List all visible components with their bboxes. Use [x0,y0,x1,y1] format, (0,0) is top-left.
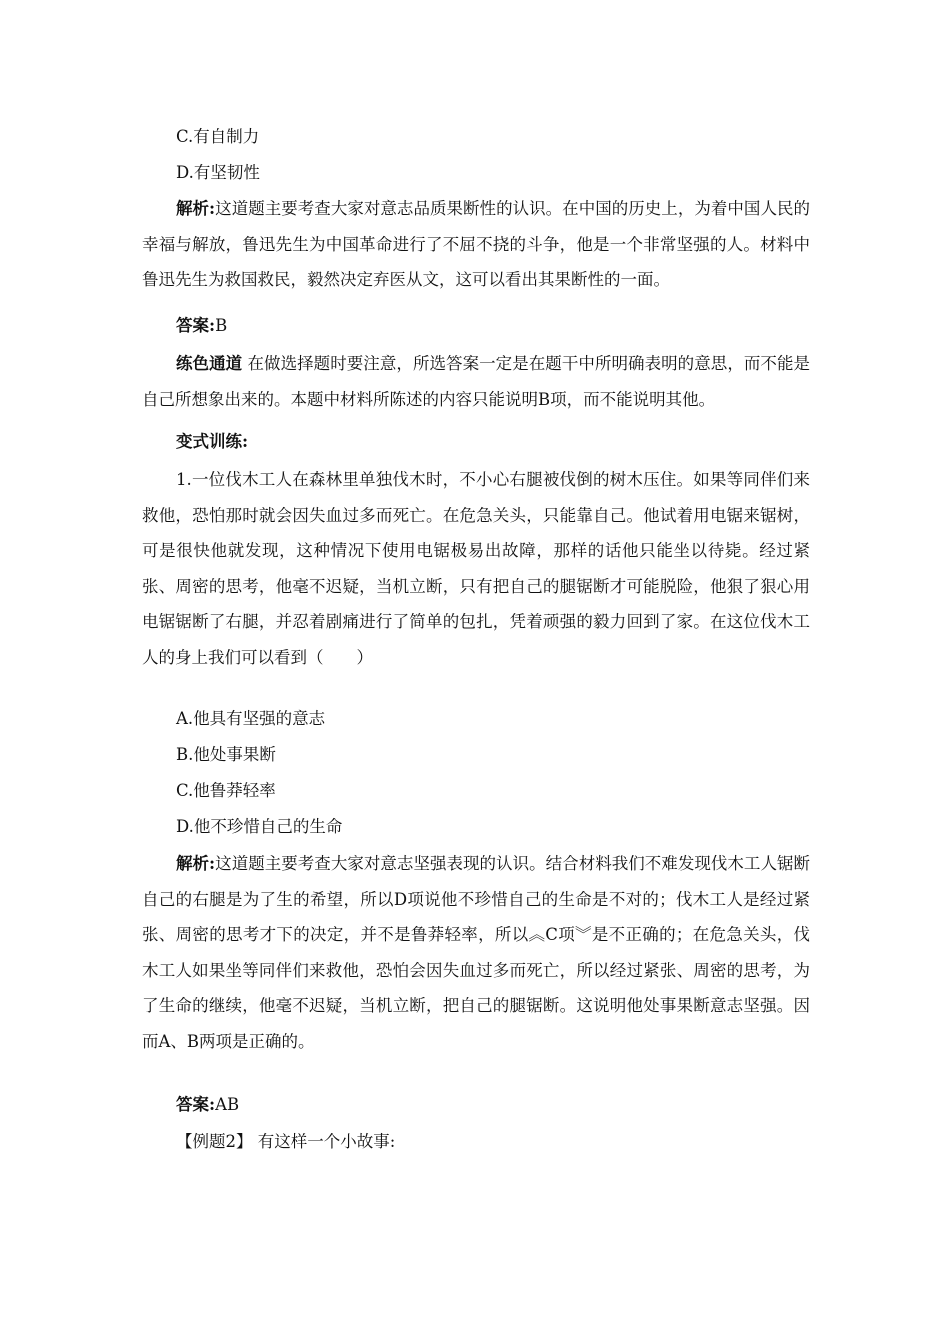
tip-label: 练色通道 [176,354,243,373]
analysis-2 [142,846,810,1059]
q2-stem: 1.一位伐木工人在森林里单独伐木时，不小心右腿被伐倒的树木压住。如果等同伴们来救他，恐怕那时就会因失血过多而死亡。在危急关头，只能靠自己。他试着用电锯来锯树，可是很快他就发现，这种情况下使用电锯极易出故障，那样的话他只能坐以待毙。经过紧张、周密的思考，他毫不迟疑，当机立断，只有把自己的腿锯断才可能脱险，他狠了狠心用电锯锯断了右腿，并忍着剧痛进行了简单的包扎，凭着顽强的毅力回到了家。在这位伐木工人的身上我们可以看到（ ） [142,470,810,667]
analysis-1-label: 解析: [176,199,216,218]
q2-option-b: B.他处事果断 [176,745,276,764]
q2-option-c: C.他鲁莽轻率 [176,781,276,800]
tip-text: 在做选择题时要注意，所选答案一定是在题干中所明确表明的意思，而不能是自己所想象出来的。本题中材料所陈述的内容只能说明B项，而不能说明其他。 [142,354,810,409]
tip-paragraph [142,346,810,417]
answer-2-label: 答案: [176,1095,216,1114]
answer-2 [142,1087,810,1123]
answer-1-label: 答案: [176,316,216,335]
q1-option-c: C.有自制力 [176,127,260,146]
variant-title: 变式训练: [176,432,249,451]
example-2-label: 【例题2】 [176,1132,253,1151]
analysis-2-text: 这道题主要考查大家对意志坚强表现的认识。结合材料我们不难发现伐木工人锯断自己的右腿是为了生的希望，所以D项说他不珍惜自己的生命是不对的；伐木工人是经过紧张、周密的思考才下的决定，并不是鲁莽轻率，所以︽C项︾是不正确的；在危急关头，伐木工人如果坐等同伴们来救他，恐怕会因失血过多而死亡，所以经过紧张、周密的思考，为了生命的继续，他毫不迟疑，当机立断，把自己的腿锯断。这说明他处事果断意志坚强。因而A、B两项是正确的。 [142,854,810,1051]
q1-option-d: D.有坚韧性 [176,163,260,182]
example-2 [142,1124,810,1160]
answer-1 [142,308,810,344]
q2-option-d: D.他不珍惜自己的生命 [176,817,343,836]
answer-2-text: AB [215,1095,240,1114]
answer-1-text: B [215,316,228,335]
example-2-text: 有这样一个小故事: [252,1132,396,1151]
analysis-1 [142,191,810,298]
analysis-2-label: 解析: [176,854,216,873]
q2-option-a: A.他具有坚强的意志 [176,709,326,728]
analysis-1-text: 这道题主要考查大家对意志品质果断性的认识。在中国的历史上，为着中国人民的幸福与解放，鲁迅先生为中国革命进行了不屈不挠的斗争，他是一个非常坚强的人。材料中鲁迅先生为救国救民，毅然决定弃医从文，这可以看出其果断性的一面。 [142,199,810,289]
